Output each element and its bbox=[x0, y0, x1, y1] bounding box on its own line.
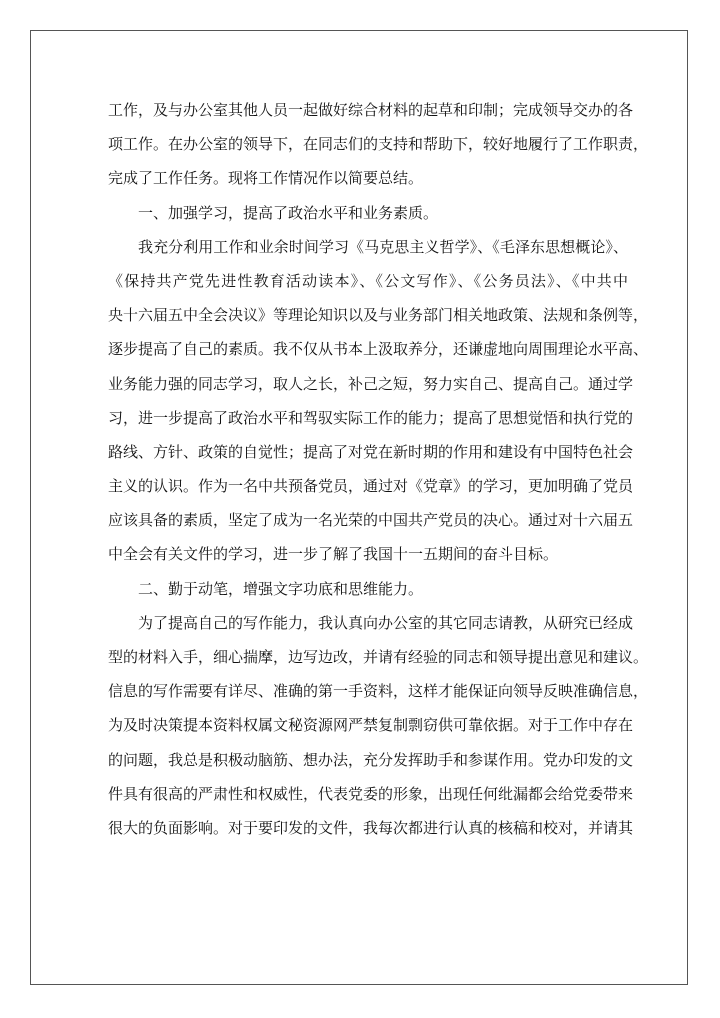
text-line: 很大的负面影响。对于要印发的文件，我每次都进行认真的核稿和校对，并请其 bbox=[108, 818, 634, 837]
text-line: 为及时决策提本资料权属文秘资源网严禁复制剽窃供可靠依据。对于工作中存在 bbox=[108, 716, 634, 735]
section-heading: 二、勤于动笔，增强文字功底和思维能力。 bbox=[138, 579, 424, 598]
text-line: 的问题，我总是积极动脑筋、想办法，充分发挥助手和参谋作用。党办印发的文 bbox=[108, 750, 634, 769]
text-line: 习，进一步提高了政治水平和驾驭实际工作的能力；提高了思想觉悟和执行党的 bbox=[108, 408, 634, 427]
document-body bbox=[108, 93, 649, 845]
text-line: 完成了工作任务。现将工作情况作以简要总结。 bbox=[108, 169, 424, 188]
text-line: 《保持共产党先进性教育活动读本》、《公文写作》、《公务员法》、《中共中 bbox=[108, 271, 628, 290]
text-line: 业务能力强的同志学习，取人之长，补己之短，努力实自己、提高自己。通过学 bbox=[108, 374, 634, 393]
text-line: 主义的认识。作为一名中共预备党员，通过对《党章》的学习，更加明确了党员 bbox=[108, 477, 634, 496]
text-line: 信息的写作需要有详尽、准确的第一手资料，这样才能保证向领导反映准确信息， bbox=[108, 682, 649, 701]
text-line: 项工作。在办公室的领导下，在同志们的支持和帮助下，较好地履行了工作职责， bbox=[108, 135, 649, 154]
text-line: 为了提高自己的写作能力，我认真向办公室的其它同志请教，从研究已经成 bbox=[138, 613, 634, 632]
section-heading: 一、加强学习，提高了政治水平和业务素质。 bbox=[138, 203, 439, 222]
text-line: 路线、方针、政策的自觉性；提高了对党在新时期的作用和建设有中国特色社会 bbox=[108, 442, 634, 461]
text-line: 件具有很高的严肃性和权威性，代表党委的形象，出现任何纰漏都会给党委带来 bbox=[108, 784, 634, 803]
text-line: 央十六届五中全会决议》等理论知识以及与业务部门相关地政策、法规和条例等， bbox=[108, 306, 649, 325]
text-line: 我充分利用工作和业余时间学习《马克思主义哲学》、《毛泽东思想概论》、 bbox=[138, 237, 628, 256]
text-line: 应该具备的素质，坚定了成为一名光荣的中国共产党员的决心。通过对十六届五 bbox=[108, 511, 634, 530]
text-line: 型的材料入手，细心揣摩，边写边改，并请有经验的同志和领导提出意见和建议。 bbox=[108, 648, 649, 666]
text-line: 中全会有关文件的学习，进一步了解了我国十一五期间的奋斗目标。 bbox=[108, 545, 559, 564]
text-line: 逐步提高了自己的素质。我不仅从书本上汲取养分，还谦虚地向周围理论水平高、 bbox=[108, 340, 649, 359]
text-line: 工作，及与办公室其他人员一起做好综合材料的起草和印制；完成领导交办的各 bbox=[108, 101, 634, 119]
